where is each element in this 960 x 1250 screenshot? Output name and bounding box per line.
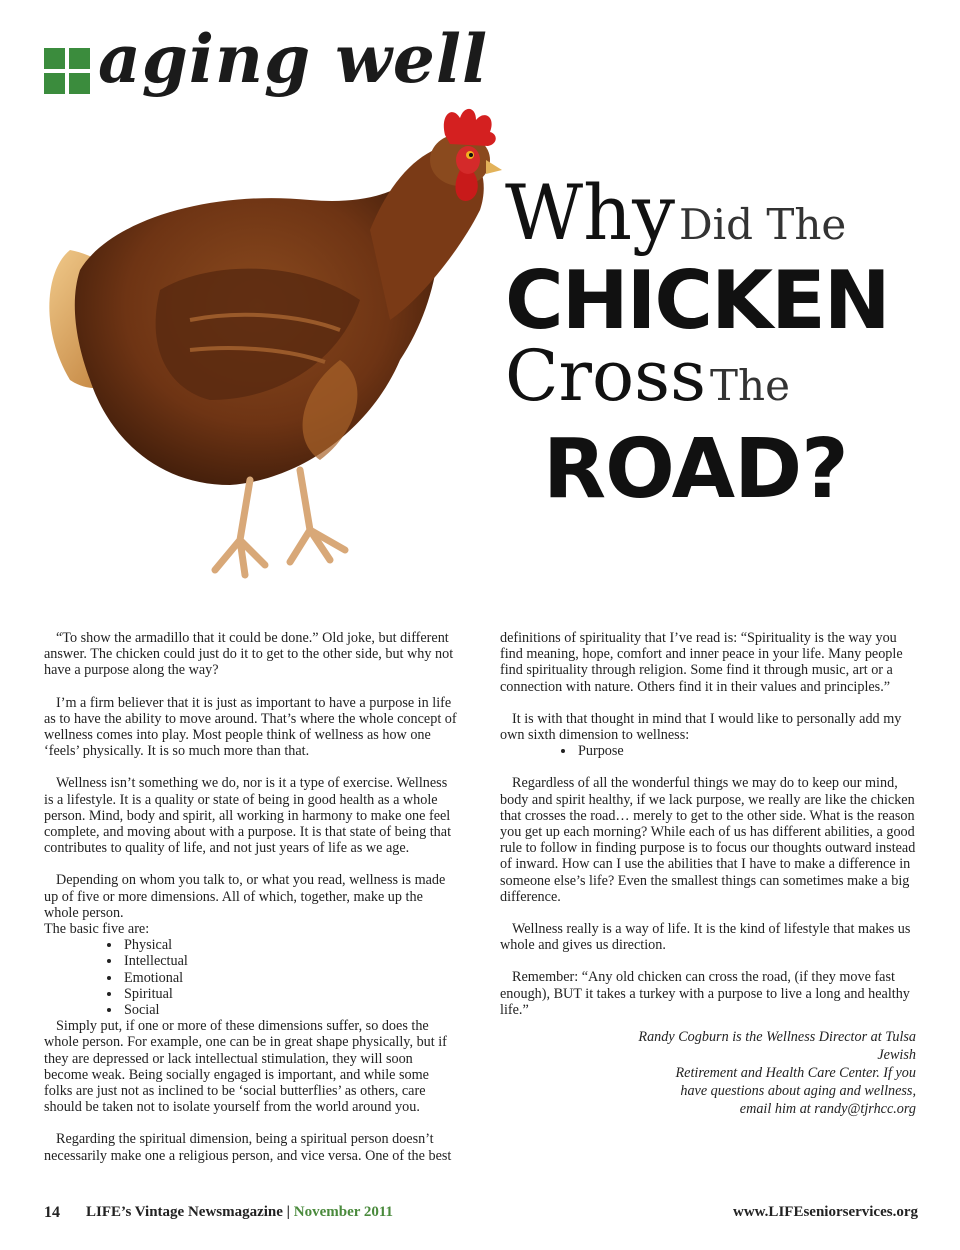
- website-link[interactable]: www.LIFEseniorservices.org: [733, 1204, 918, 1220]
- headline-road: ROAD?: [543, 422, 848, 517]
- paragraph: “To show the armadillo that it could be done.” Old joke, but different answer. The chicken could just do it to get to the other side, but why not have a purpose along the way?: [44, 630, 454, 679]
- paragraph: Regardless of all the wonderful things we may do to keep our mind, body and spirit healthy, if we lack purpose, we really are like the chicken that crosses the road… merely to get to the other side. What is the reason you get up each morning? While each of us has different abilities, a good rule to follow in finding purpose is to focus our thoughts outward instead of inward. How can I use the abilities that I have to make a difference in someone else’s life? Even the smallest things can sometimes make a big difference.: [500, 775, 916, 905]
- publication-info: [86, 1204, 393, 1221]
- basic-five-intro: The basic five are:: [44, 921, 150, 938]
- headline-did-the: Did The: [679, 200, 847, 249]
- list-item: • Spiritual: [122, 986, 458, 1002]
- paragraph: I’m a firm believer that it is just as important to have a purpose in life as to have the ability to move around. That’s where the whole concept of wellness comes into play. Most people think of wellness as how one ‘feels’ physically. It is so much more than that.: [44, 694, 457, 760]
- section-logo-icon: [44, 48, 90, 94]
- list-item: • Physical: [122, 937, 458, 953]
- headline-why: Why: [505, 168, 675, 257]
- paragraph: Remember: “Any old chicken can cross the road, (if they move fast enough), BUT it takes a turkey with a purpose to live a long and healthy life.”: [500, 969, 910, 1018]
- sixth-dimension-list: [500, 743, 916, 759]
- list-item: • Purpose: [576, 743, 916, 759]
- list-item: • Social: [122, 1002, 458, 1018]
- article-column-right: [500, 630, 916, 1034]
- hen-illustration: [40, 100, 510, 590]
- byline-line: have questions about aging and wellness,: [680, 1083, 916, 1099]
- byline-line: Retirement and Health Care Center. If you: [675, 1065, 916, 1081]
- publication-name: LIFE’s Vintage Newsmagazine |: [86, 1204, 290, 1220]
- byline-line: email him at randy@tjrhcc.org: [739, 1101, 916, 1117]
- paragraph: It is with that thought in mind that I would like to personally add my own sixth dimension to wellness:: [500, 710, 902, 744]
- headline-cross: Cross: [505, 335, 707, 417]
- byline-line: Randy Cogburn is the Wellness Director at Tulsa Jewish: [638, 1029, 916, 1063]
- paragraph: Regarding the spiritual dimension, being a spiritual person doesn’t necessarily make one a religious person, and vice versa. One of the best: [44, 1131, 452, 1164]
- paragraph: Simply put, if one or more of these dimensions suffer, so does the whole person. For example, one can be in great shape physically, but if they are depressed or lack intellectual stimulation, they will soon become weak. Being socially engaged is important, and while some folks are just not as inclined to be ‘social butterflies’ as others, care should be taken not to isolate yourself from the world around you.: [44, 1018, 447, 1116]
- list-item: • Intellectual: [122, 953, 458, 969]
- dimensions-list: [44, 937, 458, 1018]
- headline: [505, 168, 925, 517]
- issue-date: November 2011: [293, 1204, 394, 1220]
- paragraph: Wellness really is a way of life. It is the kind of lifestyle that makes us whole and gives us direction.: [500, 921, 911, 954]
- article-column-left: [44, 630, 458, 1180]
- paragraph: definitions of spirituality that I’ve read is: “Spirituality is the way you find meaning, hope, comfort and inner peace in your life. Many people find spirituality through religion. Some find it through music, art or a connection with nature. Others find it in their values and principles.”: [500, 630, 903, 695]
- section-title: aging well: [98, 20, 489, 98]
- headline-the: The: [710, 361, 790, 410]
- author-byline: [600, 1028, 916, 1118]
- headline-chicken: CHICKEN: [505, 254, 889, 347]
- list-item: • Emotional: [122, 970, 458, 986]
- paragraph: Wellness isn’t something we do, nor is it a type of exercise. Wellness is a lifestyle. It is a quality or state of being in good health as a whole person. Mind, body and spirit, all working in harmony to make one feel complete, and moving about with a purpose. It is that state of being that contributes to quality of life, and not just years of life as we age.: [44, 775, 452, 857]
- paragraph: Depending on whom you talk to, or what you read, wellness is made up of five or more dimensions. All of which, together, make up the whole person.: [44, 872, 446, 921]
- page-number: 14: [44, 1204, 60, 1221]
